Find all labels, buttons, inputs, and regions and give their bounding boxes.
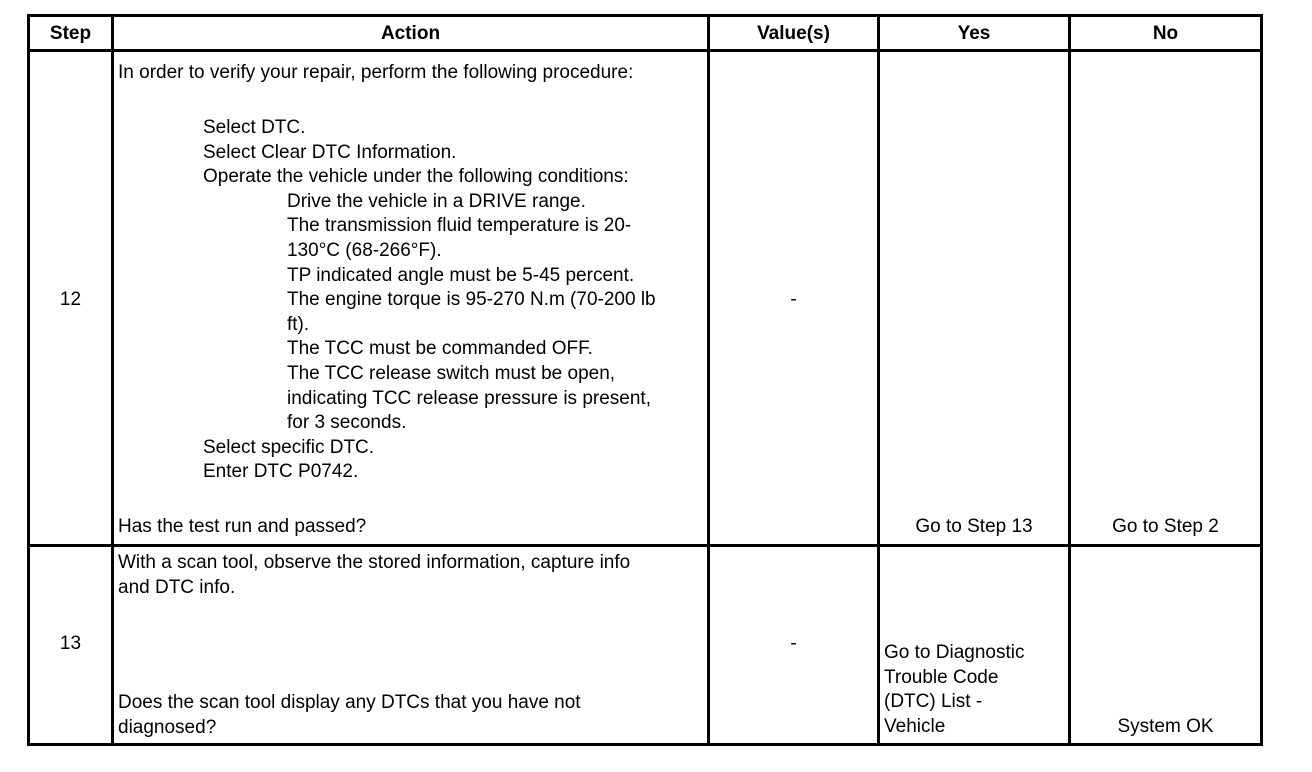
list-item: 130°C (68-266°F). [287,239,442,261]
list-item: The engine torque is 95-270 N.m (70-200 lb [287,289,656,311]
list-item: Enter DTC P0742. [203,461,359,483]
action-question: Has the test run and passed? [118,516,367,537]
header-yes: Yes [957,23,991,44]
row-divider [27,544,1263,547]
list-item: Drive the vehicle in a DRIVE range. [287,190,586,212]
no-result: Go to Step 2 [1112,516,1219,537]
list-item: ft). [287,313,310,335]
header-no: No [1152,23,1179,44]
step-number: 13 [59,633,82,654]
no-result: System OK [1117,716,1214,737]
value-cell: - [790,289,797,310]
action-intro: In order to verify your repair, perform the following procedure: [118,62,634,83]
yes-result-line: (DTC) List - [884,691,983,713]
header-step: Step [49,23,92,44]
yes-result-line: Go to Diagnostic [884,642,1025,663]
header-values: Value(s) [757,23,830,44]
list-item: The TCC release switch must be open, [287,362,616,384]
diagnostic-table [27,14,1263,746]
list-item: Select specific DTC. [203,436,375,458]
yes-result-line: Trouble Code [884,666,999,688]
list-item: The transmission fluid temperature is 20- [287,215,632,237]
column-divider-step [111,14,114,746]
action-step-list [118,116,656,485]
action-question [118,691,581,740]
action-intro [118,551,630,600]
step-number: 12 [59,289,82,310]
yes-result [884,641,1024,739]
yes-result-line: Vehicle [884,715,946,737]
table-border-bottom [27,743,1263,746]
action-question-line: diagnosed? [118,716,217,738]
action-intro-line: and DTC info. [118,576,236,598]
value-cell: - [790,633,797,654]
list-item: TP indicated angle must be 5-45 percent. [287,264,635,286]
list-item: indicating TCC release pressure is present, [287,387,651,409]
header-action: Action [380,23,441,44]
table-border-right [1260,14,1263,746]
list-item: Select Clear DTC Information. [203,141,457,163]
yes-result: Go to Step 13 [915,516,1033,537]
list-item: for 3 seconds. [287,412,407,434]
list-item: Select DTC. [203,117,306,138]
action-intro-line: With a scan tool, observe the stored information, capture info [118,552,631,573]
column-divider-values [877,14,880,746]
list-item: Operate the vehicle under the following conditions: [203,166,629,188]
list-item: The TCC must be commanded OFF. [287,338,593,360]
column-divider-yes [1068,14,1071,746]
action-question-line: Does the scan tool display any DTCs that you have not [118,692,581,713]
